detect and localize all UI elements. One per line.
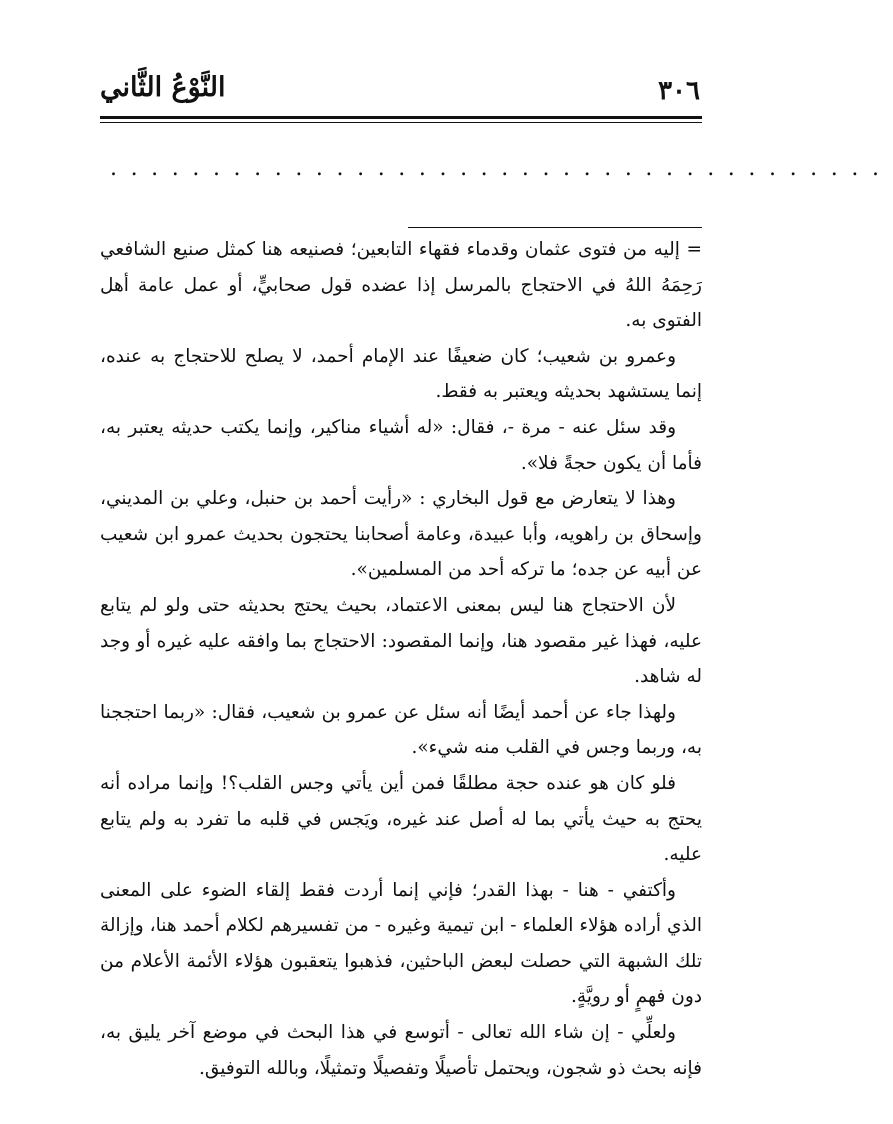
footnote-paragraph-4: وهذا لا يتعارض مع قول البخاري : «رأيت أحمد بن حنبل، وعلي بن المديني، وإسحاق بن راهويه، وأبا عبيدة، وعامة أصحابنا يحتجون بحديث عمرو ابن شعيب عن أبيه عن جده؛ ما تركه أحد من المسلمين». [100, 488, 702, 581]
page-header [100, 72, 700, 114]
footnote-paragraph-9: ولعلِّي - إن شاء الله تعالى - أتوسع في هذا البحث في موضع آخر يليق به، فإنه بحث ذو شجون، ويحتمل تأصيلًا وتفصيلًا وتمثيلًا، وبالله التوفيق. [100, 1022, 702, 1079]
running-title: النَّوْعُ الثَّاني [100, 72, 226, 103]
footnote-paragraph-5: لأن الاحتجاج هنا ليس بمعنى الاعتماد، بحيث يحتج بحديثه حتى ولو لم يتابع عليه، فهذا غير مقصود هنا، وإنما المقصود: الاحتجاج بما وافقه عليه غيره أو وجد له شاهد. [100, 594, 702, 688]
footnote-paragraph-3: وقد سئل عنه - مرة -، فقال: «له أشياء مناكير، وإنما يكتب حديثه يعتبر به، فأما أن يكون حجةً فلا». [100, 416, 702, 474]
footnote-paragraph-6: ولهذا جاء عن أحمد أيضًا أنه سئل عن عمرو بن شعيب، فقال: «ربما احتججنا به، وربما وجس في القلب منه شيء». [100, 701, 702, 759]
footnote-text [100, 232, 702, 1086]
footnote-paragraph-1: = إليه من فتوى عثمان وقدماء فقهاء التابعين؛ فصنيعه هنا كمثل صنيع الشافعي رَحِمَهُ اللهُ في الاحتجاج بالمرسل إذا عضده قول صحابيٍّ، أو عمل عامة أهل الفتوى به. [100, 239, 702, 332]
footnote-paragraph-2: وعمرو بن شعيب؛ كان ضعيفًا عند الإمام أحمد، لا يصلح للاحتجاج به عنده، إنما يستشهد بحديثه ويعتبر به فقط. [100, 345, 702, 403]
page-number: ٣٠٦ [658, 76, 700, 106]
footnote-paragraph-7: فلو كان هو عنده حجة مطلقًا فمن أين يأتي وجس القلب؟! وإنما مراده أنه يحتج به حيث يأتي بما له أصل عند غيره، ويَجس في قلبه ما تفرد به ولم يتابع عليه. [100, 772, 702, 866]
header-rule-thick [100, 116, 702, 119]
footnote-paragraph-8: وأكتفي - هنا - بهذا القدر؛ فإني إنما أردت فقط إلقاء الضوء على المعنى الذي أراده هؤلاء العلماء - ابن تيمية وغيره - من تفسيرهم لكلام أحمد هنا، وإزالة تلك الشبهة التي حصلت لبعض الباحثين، فذهبوا يتعقبون هؤلاء الأئمة الأعلام من دون فهمٍ أو رويَّةٍ. [100, 879, 702, 1008]
header-rule-thin [100, 122, 702, 123]
footnote-rule [408, 227, 702, 228]
section-separator-dots: ...................................... [110, 156, 893, 181]
